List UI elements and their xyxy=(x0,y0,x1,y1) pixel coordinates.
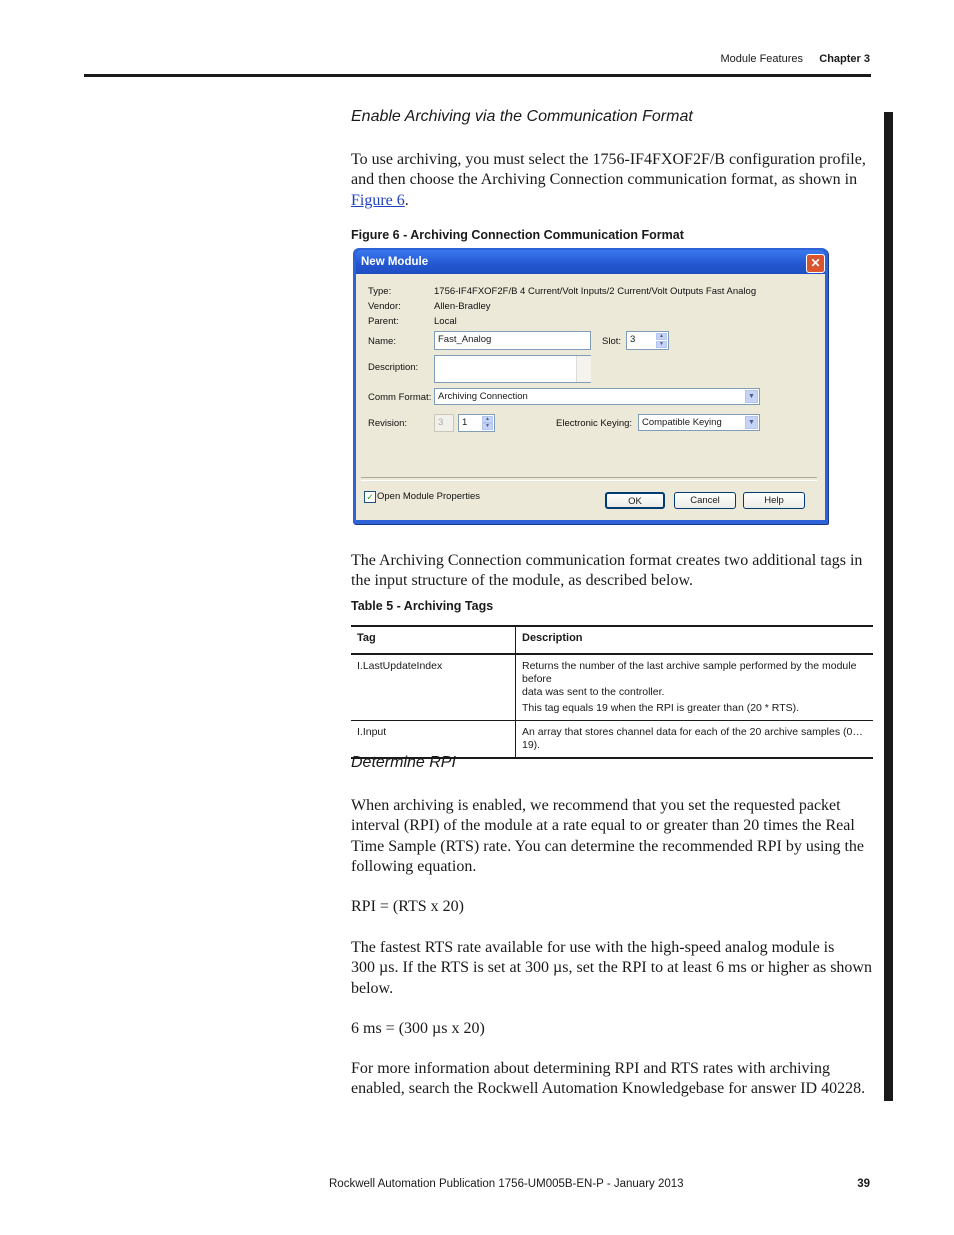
para-line: interval (RPI) of the module at a rate equal to or greater than 20 times the Real xyxy=(351,817,855,835)
table-row xyxy=(351,654,873,721)
archiving-tags-table xyxy=(351,625,873,759)
description-label: Description: xyxy=(368,362,419,373)
dialog-separator xyxy=(361,477,817,481)
description-line: This tag equals 19 when the RPI is greater than (20 * RTS). xyxy=(522,702,800,714)
type-value: 1756-IF4FXOF2F/B 4 Current/Volt Inputs/2 Current/Volt Outputs Fast Analog xyxy=(434,286,757,297)
para-line: following equation. xyxy=(351,857,477,875)
paragraph-more-info xyxy=(351,1059,876,1100)
vendor-value: Allen-Bradley xyxy=(434,301,491,312)
chevron-down-icon[interactable]: ▼ xyxy=(745,416,758,429)
spin-down-icon[interactable]: ▼ xyxy=(656,341,667,348)
paragraph-rts-rate xyxy=(351,938,876,999)
spin-up-icon[interactable]: ▲ xyxy=(482,416,493,423)
slot-stepper[interactable] xyxy=(626,331,669,350)
para-line: enabled, search the Rockwell Automation Knowledgebase for answer ID 40228. xyxy=(351,1080,866,1098)
header-rule xyxy=(84,74,871,77)
chevron-down-icon[interactable]: ▼ xyxy=(745,390,758,403)
revision-label: Revision: xyxy=(368,418,408,429)
slot-label: Slot: xyxy=(602,336,622,347)
table-header-row xyxy=(351,626,873,654)
spin-down-icon[interactable]: ▼ xyxy=(482,423,493,430)
tag-cell: I.LastUpdateIndex xyxy=(351,654,516,721)
running-header-chapter: Chapter 3 xyxy=(819,53,870,65)
close-icon[interactable]: ✕ xyxy=(806,254,825,273)
revision-minor-stepper[interactable] xyxy=(458,414,495,432)
dialog-title: New Module xyxy=(361,256,429,268)
checkmark-icon: ✓ xyxy=(366,492,374,502)
para-line: The fastest RTS rate available for use with the high-speed analog module is xyxy=(351,939,835,956)
vendor-label: Vendor: xyxy=(368,301,401,312)
comm-format-value: Archiving Connection xyxy=(438,391,528,402)
para-line: 300 µs. If the RTS is set at 300 µs, set the RPI to at least 6 ms or higher as shown xyxy=(351,959,872,977)
open-module-properties-label: Open Module Properties xyxy=(377,491,480,502)
para-period: . xyxy=(404,191,409,209)
parent-label: Parent: xyxy=(368,316,399,327)
cancel-button[interactable]: Cancel xyxy=(674,492,736,509)
description-cell xyxy=(516,654,874,721)
revision-minor-value: 1 xyxy=(462,417,468,428)
paragraph-archiving xyxy=(351,150,876,211)
para-line: and then choose the Archiving Connection communication format, as shown in xyxy=(351,171,858,189)
para-line: below. xyxy=(351,979,394,997)
electronic-keying-value: Compatible Keying xyxy=(642,417,722,428)
open-module-properties-checkbox[interactable] xyxy=(364,491,376,503)
change-bar xyxy=(884,112,893,1101)
column-header-description: Description xyxy=(516,626,874,654)
slot-value: 3 xyxy=(630,334,636,345)
help-button[interactable]: Help xyxy=(743,492,805,509)
para-line: When archiving is enabled, we recommend that you set the requested packet xyxy=(351,797,841,814)
description-line: An array that stores channel data for each of the 20 archive samples (0…19). xyxy=(522,726,863,751)
equation-rpi: RPI = (RTS x 20) xyxy=(351,898,464,915)
table-row xyxy=(351,721,873,759)
figure-6-link[interactable]: Figure 6 xyxy=(351,191,405,209)
running-header-section: Module Features xyxy=(720,53,803,65)
dialog-titlebar xyxy=(356,250,825,274)
para-line: The Archiving Connection communication format creates two additional tags in xyxy=(351,552,863,569)
name-label: Name: xyxy=(368,336,396,347)
page-number: 39 xyxy=(857,1178,870,1190)
tag-cell: I.Input xyxy=(351,721,516,759)
new-module-dialog xyxy=(353,248,828,524)
comm-format-label: Comm Format: xyxy=(368,392,432,403)
name-input[interactable]: Fast_Analog xyxy=(434,331,591,350)
para-line: To use archiving, you must select the 1756-IF4FXOF2F/B configuration profile, xyxy=(351,151,866,168)
footer-publication: Rockwell Automation Publication 1756-UM005B-EN-P - January 2013 xyxy=(329,1178,684,1190)
equation-example: 6 ms = (300 µs x 20) xyxy=(351,1020,485,1037)
description-cell xyxy=(516,721,874,759)
parent-value: Local xyxy=(434,316,457,327)
description-line: Returns the number of the last archive sample performed by the module before xyxy=(522,660,857,685)
description-line: data was sent to the controller. xyxy=(522,686,665,698)
column-header-tag: Tag xyxy=(351,626,516,654)
spin-up-icon[interactable]: ▲ xyxy=(656,333,667,340)
electronic-keying-select[interactable] xyxy=(638,414,760,431)
dialog-body xyxy=(356,274,825,520)
para-line: For more information about determining RPI and RTS rates with archiving xyxy=(351,1060,830,1077)
paragraph-tags-intro xyxy=(351,551,876,592)
para-line: the input structure of the module, as described below. xyxy=(351,572,693,590)
section-heading-determine-rpi: Determine RPI xyxy=(351,754,456,771)
figure-caption: Figure 6 - Archiving Connection Communication Format xyxy=(351,228,684,242)
section-heading-archiving: Enable Archiving via the Communication Format xyxy=(351,108,693,125)
table-caption: Table 5 - Archiving Tags xyxy=(351,599,494,613)
paragraph-rpi-recommendation xyxy=(351,796,876,877)
electronic-keying-label: Electronic Keying: xyxy=(556,418,633,429)
revision-major-input: 3 xyxy=(434,414,454,432)
description-input[interactable] xyxy=(434,355,591,383)
comm-format-select[interactable] xyxy=(434,388,760,405)
ok-button[interactable]: OK xyxy=(605,492,665,509)
para-line: Time Sample (RTS) rate. You can determine the recommended RPI by using the xyxy=(351,837,865,855)
description-scrollbar[interactable] xyxy=(576,356,591,382)
type-label: Type: xyxy=(368,286,392,297)
